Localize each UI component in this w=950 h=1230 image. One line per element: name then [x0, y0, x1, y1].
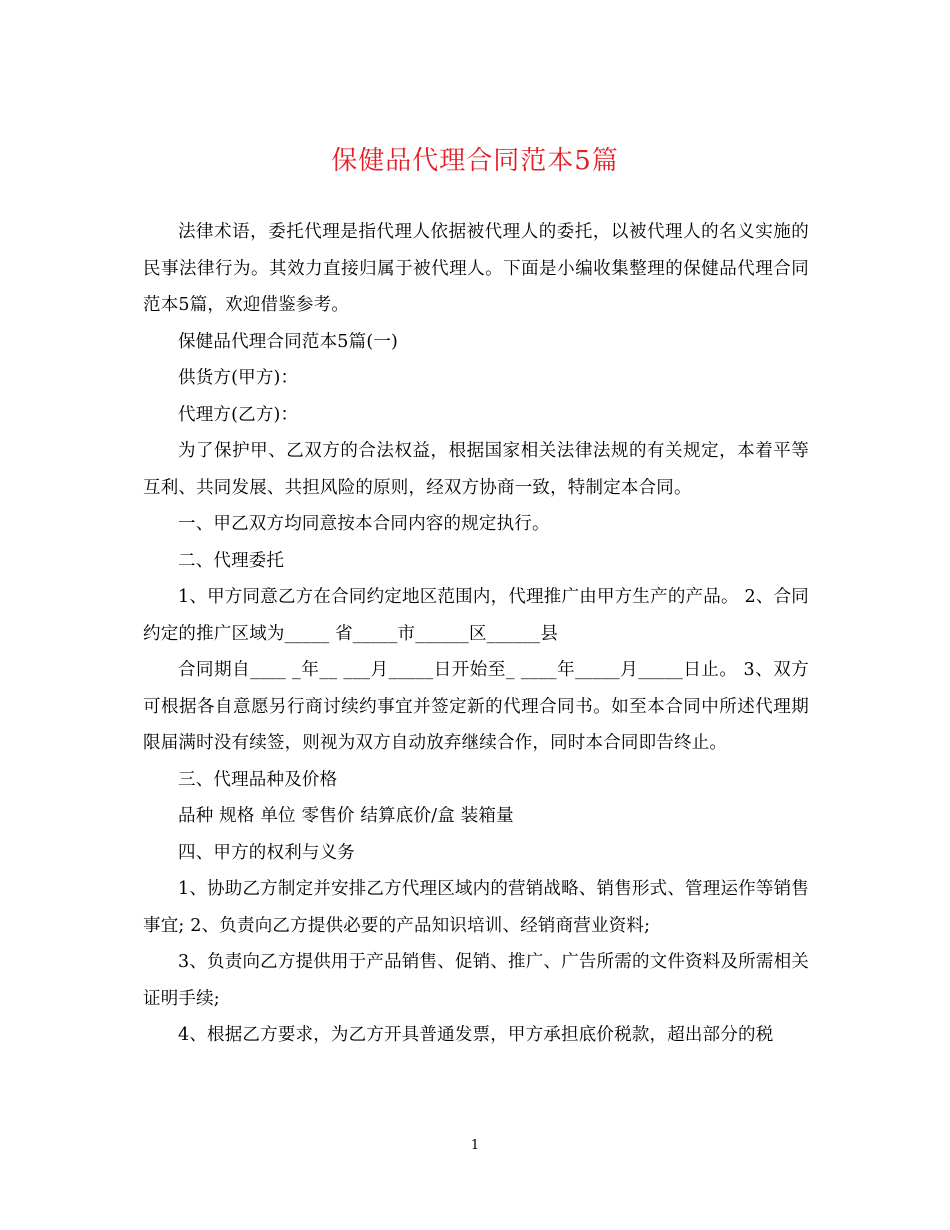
party-a-line: 供货方(甲方)： [178, 368, 299, 388]
clause-4-4: 4、根据乙方要求，为乙方开具普通发票，甲方承担底价税款，超出部分的税 [178, 1025, 774, 1045]
clause-1: 一、甲乙双方均同意按本合同内容的规定执行。 [178, 514, 550, 534]
product-table-header: 品种 规格 单位 零售价 结算底价/盒 装箱量 [178, 806, 514, 826]
document-title: 保健品代理合同范本5篇 [331, 146, 619, 176]
section-heading-3: 三、代理品种及价格 [178, 769, 338, 790]
contract-heading: 保健品代理合同范本5篇(一) [178, 331, 399, 352]
clause-4-1: 1、协助乙方制定并安排乙方代理区域内的营销战略、销售形式、管理运作等销售事宜; 2、负责向乙方提供必要的产品知识培训、经销商营业资料; [143, 879, 809, 936]
party-b-line: 代理方(乙方)： [178, 404, 299, 425]
page-number: 1 [470, 1138, 480, 1153]
section-heading-4: 四、甲方的权利与义务 [178, 842, 355, 863]
preamble-paragraph: 为了保护甲、乙双方的合法权益，根据国家相关法律法规的有关规定，本着平等互利、共同发展、共担风险的原则，经双方协商一致，特制定本合同。 [143, 441, 809, 498]
clause-2-term: 合同期自____ _年__ ___月_____日开始至_ ____年_____月_____日止。 3、双方可根据各自意愿另行商讨续约事宜并签定新的代理合同书。如至本合同中所述代理期限届满时没有续签，则视为双方自动放弃继续合作，同时本合同即告终止。 [143, 660, 809, 753]
clause-2-1: 1、甲方同意乙方在合同约定地区范围内，代理推广由甲方生产的产品。 2、合同约定的推广区域为_____ 省_____市______区______县 [143, 587, 809, 644]
intro-paragraph: 法律术语，委托代理是指代理人依据被代理人的委托，以被代理人的名义实施的民事法律行为。其效力直接归属于被代理人。下面是小编收集整理的保健品代理合同范本5篇，欢迎借鉴参考。 [143, 222, 809, 315]
section-heading-2: 二、代理委托 [178, 550, 285, 571]
clause-4-3: 3、负责向乙方提供用于产品销售、促销、推广、广告所需的文件资料及所需相关证明手续; [143, 952, 809, 1009]
document-body [143, 214, 809, 1054]
